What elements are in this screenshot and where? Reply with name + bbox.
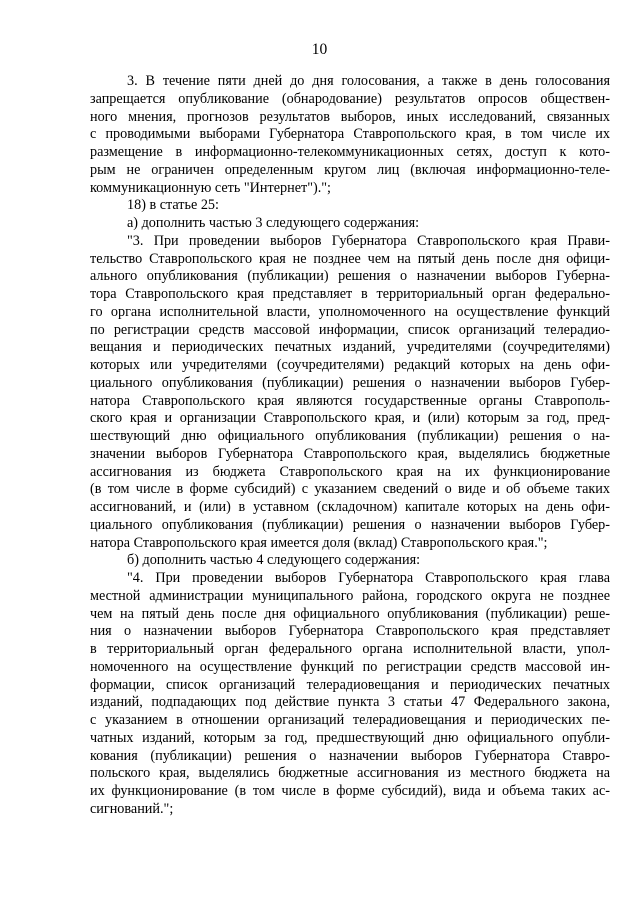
text-line: с проводимыми выборами Губернатора Ставропольского края, в том числе их [90,126,610,143]
page-number: 10 [311,41,328,58]
text-line: по регистрации средств массовой информации, список организаций телерадио- [90,321,610,338]
text-line: 18) в статье 25: [127,197,219,214]
text-line: "4. При проведении выборов Губернатора Ставропольского края глава [127,570,610,586]
text-line: натора Ставропольского края являются государственные органы Ставрополь- [90,392,610,409]
text-line: запрещается опубликование (обнародование) результатов опросов обществен- [90,90,610,107]
text-line: тора Ставропольского края представляет в территориальный орган федерально- [90,286,610,302]
text-line: го органа исполнительной власти, уполномоченного на осуществление функций [90,303,610,320]
text-line: с указанием в отношении организаций телерадиовещания и периодических пе- [90,712,610,728]
text-line: а) дополнить частью 3 следующего содержания: [127,215,420,231]
text-line: б) дополнить частью 4 следующего содержания: [127,552,421,569]
text-line: ассигнований, и (или) в уставном (складочном) капитале которых на день офи- [90,499,610,515]
text-line: 3. В течение пяти дней до дня голосования, а также в день голосования [127,73,610,89]
text-line: вещания и периодических печатных изданий, учредителями (соучредителями) [90,339,610,356]
text-line: в территориальный орган федерального органа исполнительной власти, упол- [90,641,610,657]
text-line: их функционирование (в том числе в форме субсидий), вида и объема таких ас- [90,783,610,799]
text-line: значении выборов Губернатора Ставропольского края, выделялись бюджетные [90,445,610,462]
text-line: ния о назначении выборов Губернатора Ставропольского края представляет [90,623,610,640]
text-line: тельство Ставропольского края не позднее чем на пятый день после дня офици- [90,250,610,267]
text-line: номоченного на осуществление функций по регистрации средств массовой ин- [90,658,610,675]
text-line: кования (публикации) решения о назначении выборов Губернатора Ставро- [90,747,610,764]
text-line: чем на пятый день после дня официального опубликования (публикации) реше- [90,605,610,622]
text-line: циального опубликования (публикации) решения о назначении выборов Губер- [90,516,610,533]
text-line: формации, список организаций телерадиовещания и периодических печатных [90,676,610,693]
text-line: сигнований."; [90,800,174,817]
text-line: циального опубликования (публикации) решения о назначении выборов Губер- [90,374,610,391]
text-line: ного мнения, прогнозов результатов выборов, иных исследований, связанных [90,108,610,125]
text-line: ского края и организации Ставропольского края, и (или) которым за год, пред- [90,410,610,427]
text-line: шествующий дню официального опубликования (публикации) решения о на- [90,428,610,444]
text-line: изданий, подпадающих под действие пункта 3 статьи 47 Федерального закона, [90,694,610,711]
document-body [90,73,610,819]
text-line: рым не ограничен определенным кругом лиц (включая информационно-теле- [90,161,610,178]
text-line: чатных изданий, которым за год, предшествующий дню официального опубли- [90,729,610,746]
text-line: "3. При проведении выборов Губернатора Ставропольского края Прави- [127,232,610,249]
text-line: польского края, выделялись бюджетные ассигнования из местного бюджета на [90,765,610,782]
text-line: коммуникационную сеть "Интернет")."; [90,179,331,196]
text-line: ального опубликования (публикации) решения о назначении выборов Губерна- [90,268,610,285]
text-line: натора Ставропольского края имеется доля (вклад) Ставропольского края."; [90,534,548,551]
text-line: (в том числе в форме субсидий) с указанием сведений о виде и об объеме таких [90,481,610,498]
text-line: которых или учредителями (соучредителями) редакций которых на день офи- [90,357,610,373]
text-line: ассигнования из бюджета Ставропольского края на их функционирование [90,463,610,480]
text-line: местной администрации муниципального района, городского округа не позднее [90,587,610,604]
text-line: размещение в информационно-телекоммуникационных сетях, доступ к кото- [90,144,610,160]
